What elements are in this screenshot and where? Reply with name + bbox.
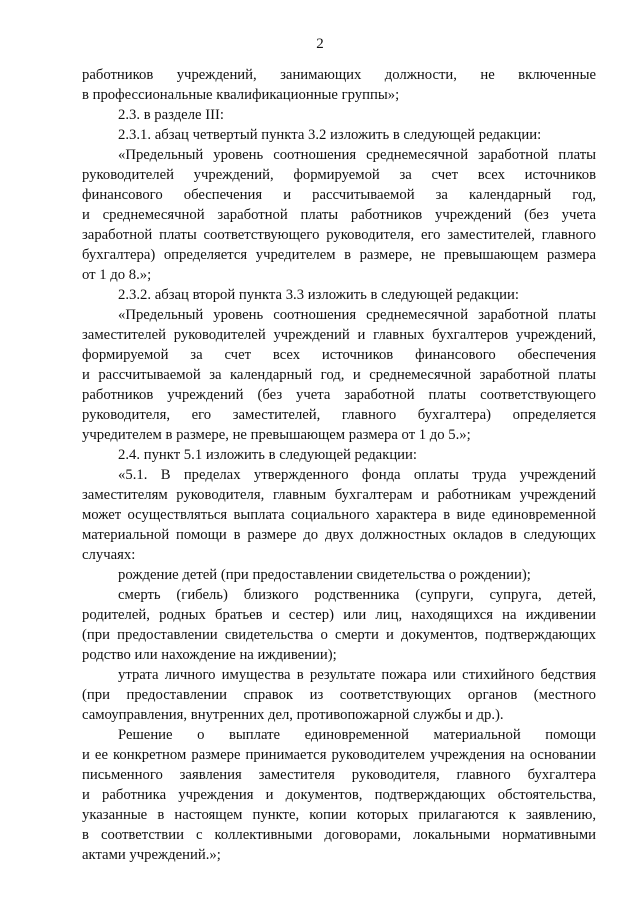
text-line: формируемой за счет всех источников финансового обеспечения [82,347,596,363]
text-line: и рассчитываемой за календарный год, и среднемесячной заработной платы [82,367,596,383]
text-line: от 1 до 8.»; [82,267,152,283]
text-line: 2.4. пункт 5.1 изложить в следующей редакции: [118,447,417,463]
text-line: случаях: [82,547,136,563]
text-line: руководителя, его заместителей, главного бухгалтера) определяется [82,407,596,423]
text-line: заместителей руководителей учреждений и главных бухгалтеров учреждений, [82,327,596,343]
text-line: указанные в настоящем пункте, копии которых прилагаются к заявлению, [82,807,596,823]
text-line: актами учреждений.»; [82,847,221,863]
text-line: Решение о выплате единовременной материальной помощи [118,727,596,743]
text-line: (при предоставлении справок из соответствующих органов (местного [82,687,596,703]
text-line: в профессиональные квалификационные группы»; [82,87,400,103]
text-line: 2.3.2. абзац второй пункта 3.3 изложить в следующей редакции: [118,287,519,303]
text-line: 2.3. в разделе III: [118,107,224,123]
text-line: родителей, родных братьев и сестер) или лиц, находящихся на иждивении [82,607,596,623]
text-line: родство или нахождение на иждивении); [82,647,337,663]
text-line: «5.1. В пределах утвержденного фонда оплаты труда учреждений [118,467,596,483]
text-line: заработной платы соответствующего руководителя, его заместителей, главного [82,227,596,243]
text-line: и среднемесячной заработной платы работников учреждений (без учета [82,207,596,223]
text-line: в соответствии с коллективными договорами, локальными нормативными [82,827,596,843]
text-line: материальной помощи в размере до двух должностных окладов в следующих [82,527,596,543]
text-line: «Предельный уровень соотношения среднемесячной заработной платы [118,307,596,323]
text-line: (при предоставлении свидетельства о смерти и документов, подтверждающих [82,627,596,643]
text-line: «Предельный уровень соотношения среднемесячной заработной платы [118,147,596,163]
text-line: самоуправления, внутренних дел, противопожарной службы и др.). [82,707,504,723]
text-line: заместителям руководителя, главным бухгалтерам и работникам учреждений [82,487,596,503]
text-line: рождение детей (при предоставлении свидетельства о рождении); [118,567,531,583]
text-line: работников учреждений, занимающих должности, не включенные [82,67,596,83]
text-line: руководителей учреждений, формируемой за счет всех источников [82,167,596,183]
page-number: 2 [316,36,324,52]
text-line: смерть (гибель) близкого родственника (супруги, супруга, детей, [118,587,596,603]
text-line: учредителем в размере, не превышающем размера от 1 до 5.»; [82,427,471,443]
text-line: письменного заявления заместителя руководителя, главного бухгалтера [82,767,596,783]
text-line: и ее конкретном размере принимается руководителем учреждения на основании [82,747,596,763]
text-line: и работника учреждения и документов, подтверждающих обстоятельства, [82,787,596,803]
text-line: работников учреждений (без учета заработной платы соответствующего [82,387,596,403]
text-line: финансового обеспечения и рассчитываемой за календарный год, [82,187,596,203]
text-line: бухгалтера) определяется учредителем в размере, не превышающем размера [82,247,596,263]
text-line: 2.3.1. абзац четвертый пункта 3.2 изложить в следующей редакции: [118,127,542,143]
text-line: может осуществляться выплата социального характера в виде единовременной [82,507,596,523]
text-line: утрата личного имущества в результате пожара или стихийного бедствия [118,667,596,683]
